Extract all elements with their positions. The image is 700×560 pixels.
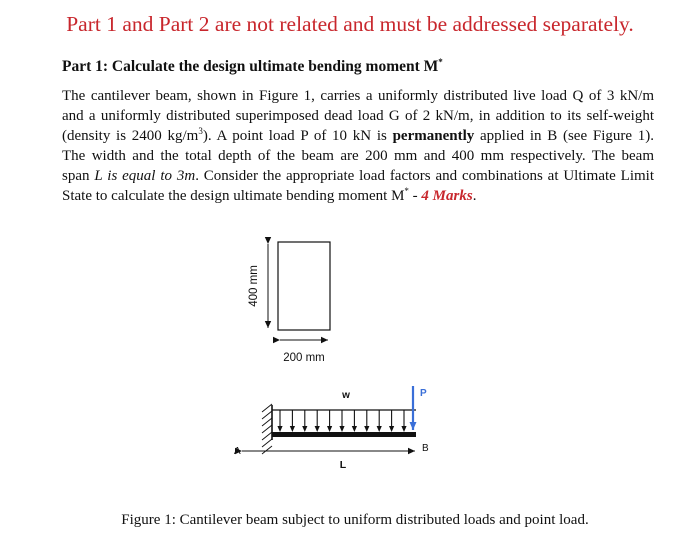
hatch-line [262,404,272,412]
beam [272,432,416,437]
page-title: Part 1 and Part 2 are not related and must be addressed separately. [66,12,634,36]
figure-caption: Figure 1: Cantilever beam subject to uniform distributed loads and point load. [121,512,589,528]
span-text: span [62,168,95,184]
width-label: 200 mm [283,352,325,364]
udl-arrow-head [277,426,282,432]
moment-sup: * [404,186,409,196]
point-load-label: P [420,388,427,399]
udl-arrow-head [302,426,307,432]
hatch-line [262,425,272,433]
support-label-a: A [234,446,241,457]
depth-label: 400 mm [248,265,260,307]
period-text: . [472,188,477,204]
support-hatching [262,404,272,454]
paragraph-line-1: The cantilever beam, shown in Figure 1, carries a uniformly distributed live load Q of 3 kN/m [62,88,654,104]
density-text: (density is 2400 kg/m [62,128,199,144]
density-exponent: 3 [198,126,203,136]
paragraph-line-4: The width and the total depth of the beam are 200 mm and 400 mm respectively. The beam [62,148,654,164]
udl-arrow-head [290,426,295,432]
paragraph-line-2: and a uniformly distributed superimposed dead load G of 2 kN/m, in addition to its self-weight [62,108,654,124]
point-load-text: ). A point load P of 10 kN is [202,128,393,144]
udl-label: w [342,390,350,401]
udl-arrow-head [315,426,320,432]
part1-heading-text: Part 1: Calculate the design ultimate bending moment M [62,58,439,75]
udl-arrow-head [339,426,344,432]
beam-cross-section [278,242,330,330]
hatch-line [262,418,272,426]
state-text: State to calculate the design ultimate bending moment M [62,188,405,204]
udl-arrow-head [352,426,357,432]
udl-arrow-head [389,426,394,432]
udl-arrow-head [364,426,369,432]
udl-arrow-head [401,426,406,432]
span-italic: L is equal to 3m [94,168,196,184]
see-figure-text: applied in B (see Figure 1). [474,128,654,144]
udl-arrows [277,410,406,432]
span-label: L [339,459,347,471]
end-label-b: B [422,443,429,454]
udl-arrow-head [377,426,382,432]
udl-arrow-head [327,426,332,432]
hatch-line [262,411,272,419]
hatch-line [262,446,272,454]
part1-heading-sup: * [438,56,443,67]
hatch-line [262,432,272,440]
dash-text: - [408,188,422,204]
hatch-line [262,439,272,447]
permanently-bold: permanently [392,128,475,144]
marks-label: 4 Marks [421,188,473,204]
load-factors-text: . Consider the appropriate load factors and combinations at Ultimate Limit [195,168,655,184]
